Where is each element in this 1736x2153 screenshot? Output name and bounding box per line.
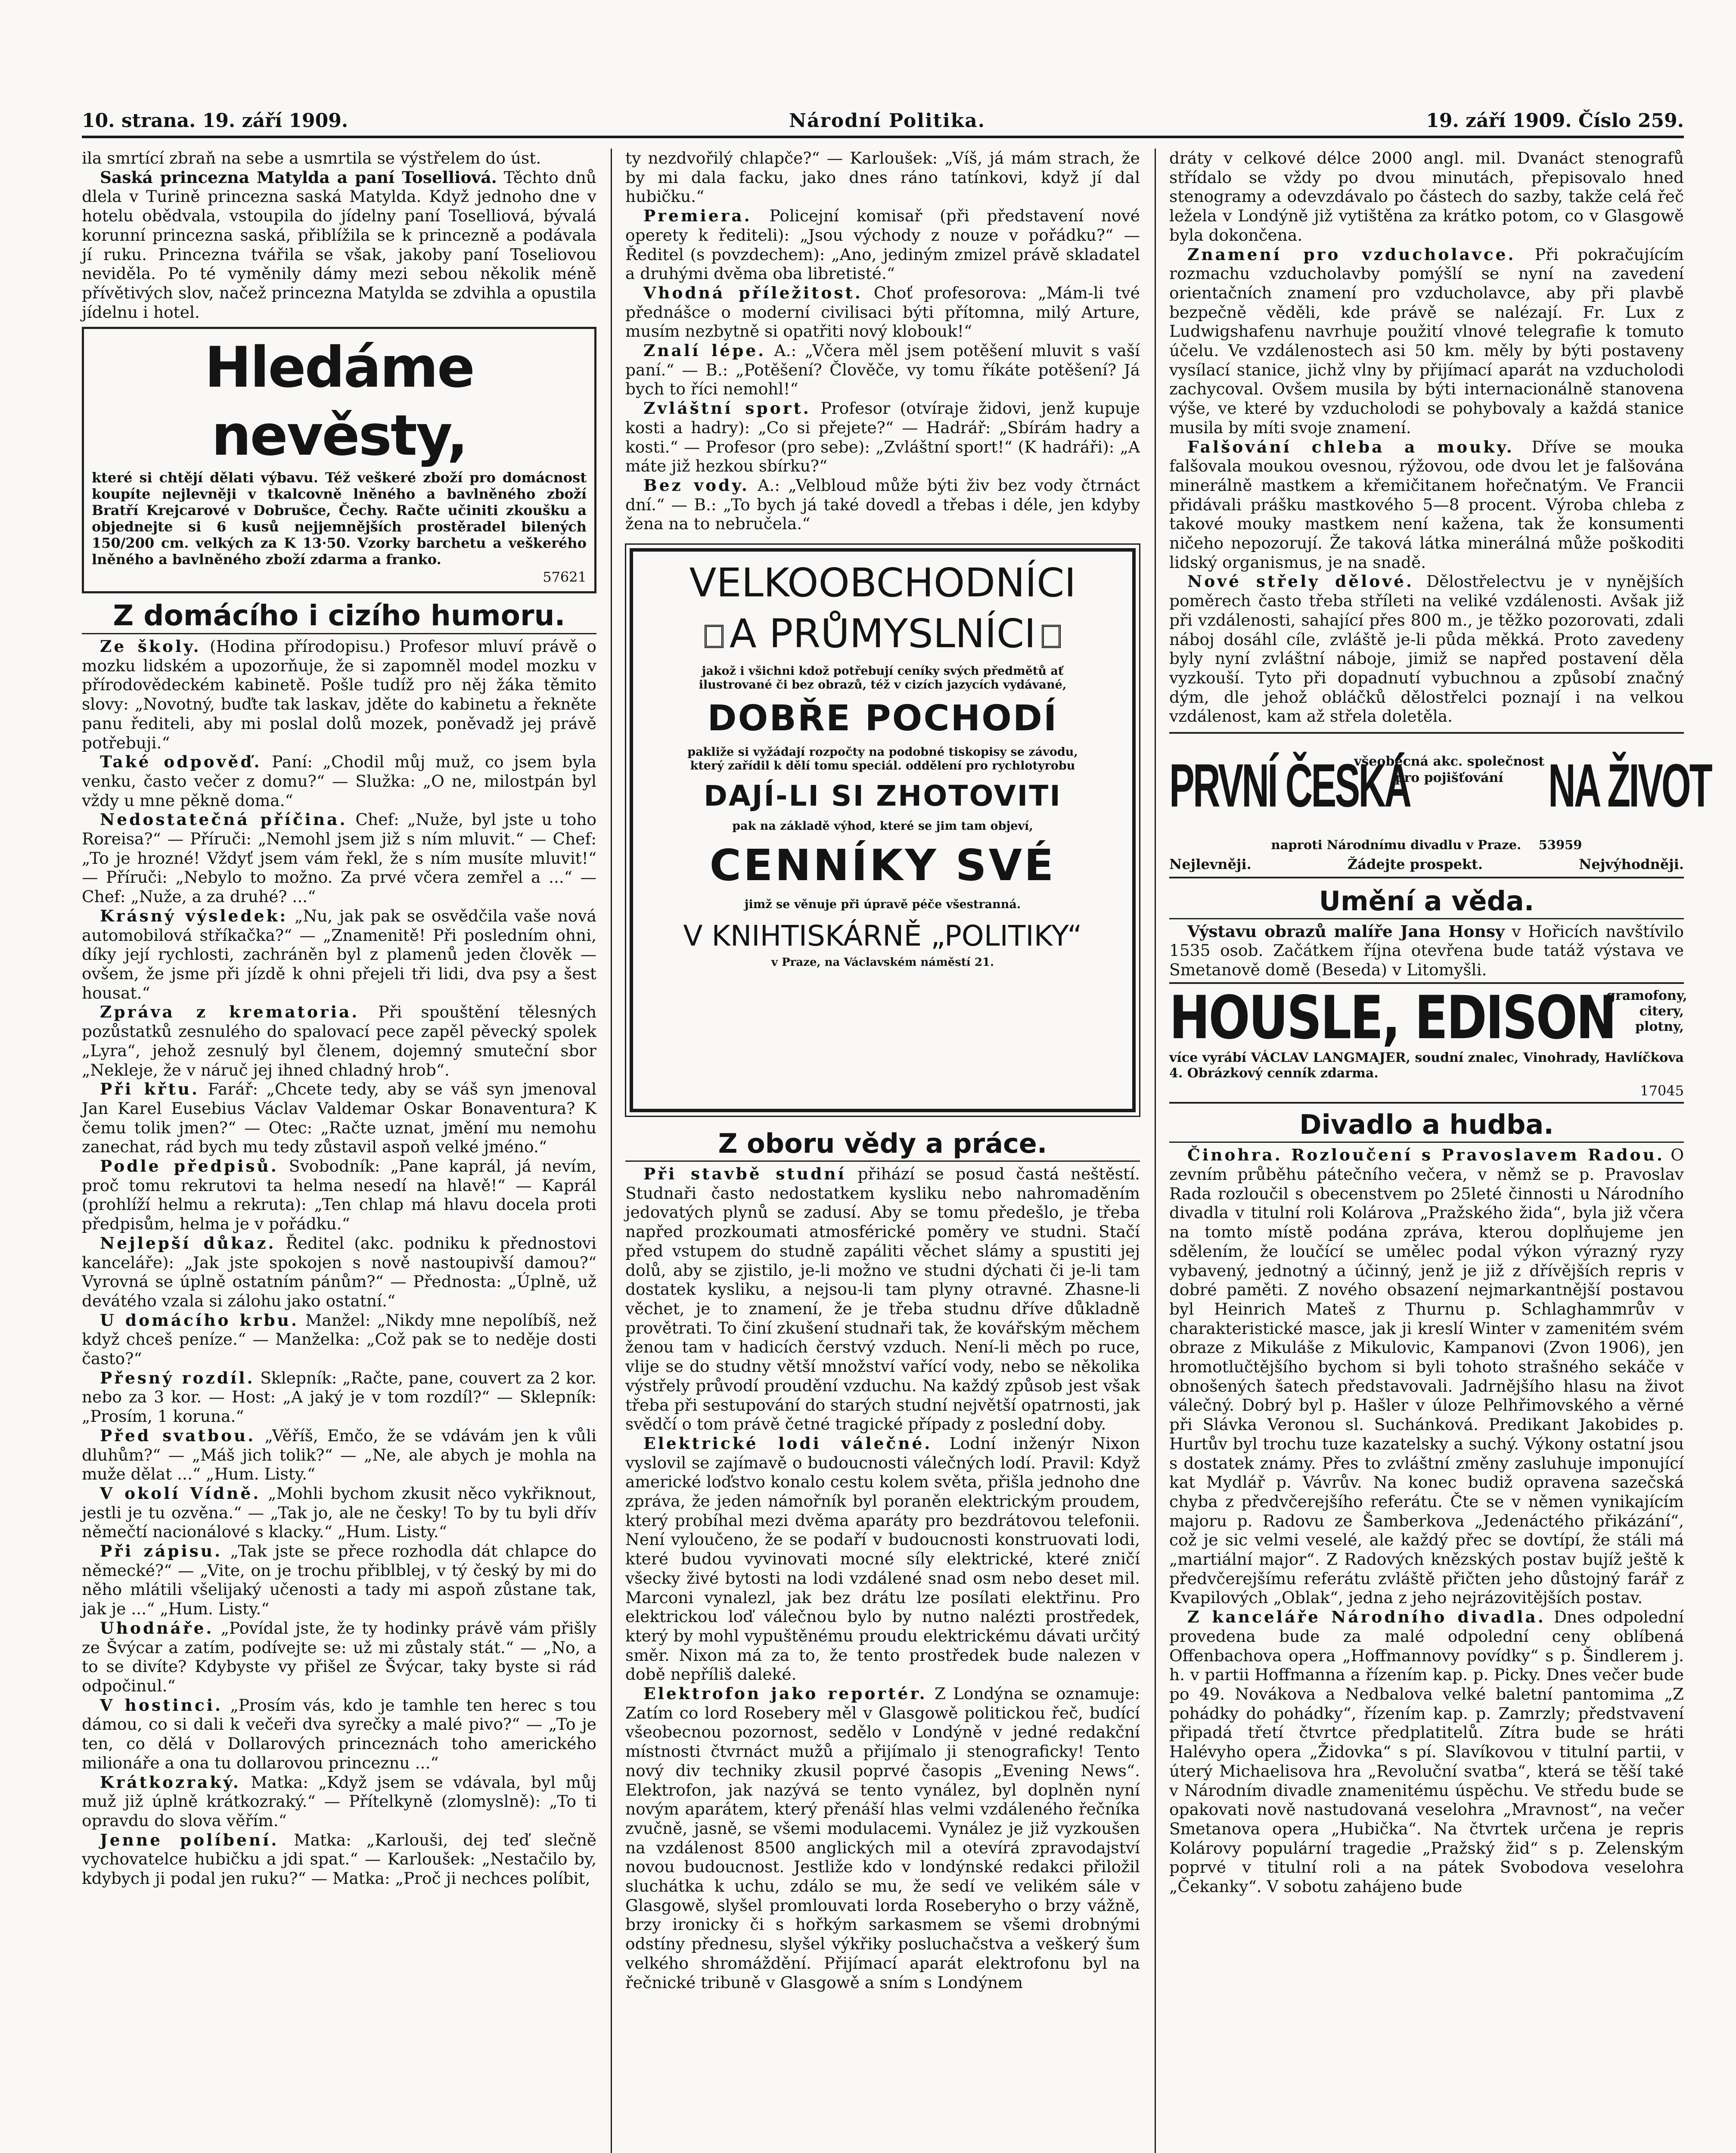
ad-text: jimž se věnuje při úpravě péče všestranná. <box>744 898 1021 912</box>
column-2 <box>625 149 1140 2153</box>
joke-item: Zvláštní sport. Profesor (otvíraje židovi, jenž kupuje kosti a hadry): „Co si přejete?“ — Hadrář: „Sbírám hadry a kosti.“ — Profesor (pro sebe): „Zvláštní sport!“ (K hadráři): „A máte již hezkou sbírku?“ <box>625 399 1140 476</box>
page-body <box>82 110 1711 2153</box>
ad-housle-items: gramofony, citery, plotny, <box>1606 988 1687 1034</box>
joke-item: V hostinci. „Prosím vás, kdo je tamhle ten herec s tou dámou, co si dali k večeři dva syrečky a malé pivo?“ — „To je ten, co dělá v Dollarových princeznách toho amerického milionáře a ona tu dollarovou princeznu ...“ <box>82 1695 596 1772</box>
section-title-humor: Z domácího i cizího humoru. <box>82 599 596 634</box>
ad-insurance-address: naproti Národnímu divadlu v Praze. 53959 <box>1271 838 1582 853</box>
column-rule <box>611 149 612 2153</box>
section-title-art: Umění a věda. <box>1169 884 1684 919</box>
science-item: Falšování chleba a mouky. Dříve se mouka falšovala moukou ovesnou, rýžovou, ode dvou let je falšována minerálně mastkem a křemičitanem hořečnatým. Ve Francii přidávali prášku mastkového 5—8 procent. Výroba chleba z takové mouky mastkem není kažena, tak že konsumenti ničeho nepozorují. Že taková látka minerálná může poškoditi lidský organismus, je na snadě. <box>1169 437 1684 572</box>
ornament-square-icon <box>705 625 724 648</box>
ad-printer-name: V KNIHTISKÁRNĚ „POLITIKY“ <box>683 919 1082 953</box>
joke-item: Premiera. Policejní komisař (při představení nové operety k řediteli): „Jsou východy z nouze v pořádku?“ — Ředitel (s povzdechem): „Ano, jediným zmizel právě skladatel a druhými dvěma oba libretisté.“ <box>625 206 1140 283</box>
science-item: Elektrické lodi válečné. Lodní inženýr Nixon vyslovil se zajímavě o budoucnosti válečných lodí. Pravil: Když americké loďstvo konalo cestu kolem světa, přišla jednoho dne zpráva, že jeden námořník byl poraněn elektrickým proudem, který probíhal mezi dvěma aparáty pro bezdrátovou telefonii. Není vyloučeno, že se podaří v budoucnosti konstruovati lodi, které budou vyvinovati mocné síly elektrické, které zničí všecky živé bytosti na lodi vzdálené snad osm nebo deset mil. Marconi vynalezl, jak bez drátu lze posílati elektřinu. Pro elektrickou loď válečnou bylo by nutno nalézti prostředek, který by mohl vypuštěnému proudu elektrickému dávati určitý směr. Nixon má za to, že tento prostředek bude nalezen v době nepříliš daleké. <box>625 1433 1140 1684</box>
joke-item: Při křtu. Farář: „Chcete tedy, aby se váš syn jmenoval Jan Karel Eusebius Václav Valdemar Oskar Bonaventura? K čemu tolik jmen?“ — Otec: „Račte uznat, jmění mu nemohu zanechat, rád bych mu tedy zůstavil aspoň velké jméno.“ <box>82 1080 596 1157</box>
science-item: Elektrofon jako reportér. Z Londýna se oznamuje: Zatím co lord Rosebery měl v Glasgowě politickou řeč, budící všeobecnou pozornost, sedělo v Londýně v jedné redakční místnosti čtvrnáct mužů a přijímalo ji stenograficky! Tento nový div techniky zkusil poprvé časopis „Evening News“. Elektrofon, jak nazývá se tento vynález, byl doplněn nyní novým aparátem, který přenáší hlas velmi vzdáleného řečníka zvučně, jasně, se všemi modulacemi. Vynález je již vyzkoušen na vzdálenost 8500 anglických mil a otevírá zpravodajství novou budoucnost. Jestliže kdo v londýnské redakci přiložil sluchátka k uchu, zdálo se mu, že sedí ve velikém sále v Glasgowě, slyšel promlouvati lorda Roseberyho o brzy vážně, brzy ironicky či s hořkým sarkasmem se všemi drobnými odstíny přednesu, slyšel výkřiky posluchačstva a veškerý šum velkého shromáždění. Přijímací aparát elektrofonu byl na řečnické tribuně v Glasgowě a sním s Londýnem <box>625 1684 1140 1992</box>
joke-item: U domácího krbu. Manžel: „Nikdy mne nepolíbíš, než když chceš peníze.“ — Manželka: „Což pak se to neděje dosti často?“ <box>82 1310 596 1368</box>
ad-text: pakliže si vyžádají rozpočty na podobné tiskopisy se závodu, který zařídil k dělí tomu speciál. oddělení pro rychlotyrobu <box>687 745 1078 773</box>
section-title-theatre: Divadlo a hudba. <box>1169 1108 1684 1143</box>
theatre-item: Činohra. Rozloučení s Pravoslavem Radou. O zevním průběhu pátečního večera, v němž se p. Pravoslav Rada rozloučil s obecenstvem po 25leté činnosti u Národního divadla v titulní roli Kolárova „Pražského žida“, byla již včera na tomto místě podána zpráva, kterou doplňujeme jen sdělením, že loučící se umělec podal výkon výrazný ryzy vybavený, jednotný a účinný, jenž je již z dřívějších repris v dobré paměti. Z nového obsazení nejmarkantnější postavou byl Heinrich Mateš z Thurnu p. Schlaghammrův v charakteristické masce, jak ji kreslí Winter v zamenitém svém obraze z Mikuláše z Mikulovic, Kampanovi (Zvon 1906), jen hromotlučtějšího bychom si byli tohoto strašného sekáče v obnošených šatech představovali. Jadrnějšího hlasu na život válečný. Dobrý byl p. Hašler v úloze Pelhřimovského a věrné při Slávka Veronou sl. Suchánková. Predikant Jakobides p. Hurtův byl trochu tuze kazatelsky a suchý. Výkony ostatní jsou s dostatek známy. Přes to zvláštní změny zasluhuje imponující kat Mydlář p. Vávrův. Na konec budiž opravena sazečská chyba z předvčerejšího referátu. Čte se v němen vynikajícím majoru p. Radovu ze Šamberkova „Jedenáctého přikázání“, což je sic velmi veselé, ale každý přec se dovtípí, že stáli má „martiální major“. Z Radových knězských postav bujíž ještě k předvčerejšímu referátu zvláště přičten jeho důstojný farář z Kvapilových „Oblak“, jedna z jeho nejrázovitějších postav. <box>1169 1145 1684 1607</box>
paragraph: ila smrtící zbraň na sebe a usmrtila se výstřelem do úst. <box>82 149 541 168</box>
ad-number: 57621 <box>543 569 587 586</box>
theatre-item: Z kanceláře Národního divadla. Dnes odpolední provedena bude za malé odpolední ceny oblíbená Offenbachova opera „Hoffmannovy povídky“ s p. Šindlerem j. h. v partii Hoffmanna a řízením kap. p. Picky. Dnes večer bude po 49. Novákova a Nedbalova velké baletní pantomima „Z pohádky do pohádky“, řízením kap. p. Zamrzly; předstvavení připadá třetí čtvrtce předplatitelů. Zítra bude se hráti Halévyho opera „Židovka“ s pí. Slavíkovou v titulní partii, v úterý Michaelisova hra „Revoluční svatba“, která se těší také v Národním divadle znamenitému úspěchu. Ve středu bude se opakovati nově nastudovaná veselohra „Mravnost“, na večer Smetanova opera „Hubička“. Na čtvrtek určena je repris Kolárovy populární tragedie „Pražský žid“ s p. Zelenským poprvé v titulní roli a na pátek Svobodova veselohra „Čekanky“. V sobotu zahájeno bude <box>1169 1607 1684 1896</box>
running-head <box>82 110 1684 138</box>
advertisement-housle <box>1169 982 1687 1104</box>
ad-headline-1: VELKOOBCHODNÍCI <box>689 560 1076 606</box>
news-item: Saská princezna Matylda a paní Toselliová. Těchto dnů dlela v Turině princezna saská Matylda. Když jednoho dne v hotelu obědvala, vstoupila do jídelny paní Toselliová, bývalá korunní princezna saská, přiblížila se k princezně a podávala jí ruku. Princezna tvářila se však, jakoby paní Toseliovou neviděla. Po té vyměnily dámy mezi sebou několik méně přívětivých slov, načež princezna Matylda se zdvihla a opustila jídelnu i hotel. <box>82 168 597 322</box>
ornament-square-icon <box>1042 625 1061 648</box>
issue-date-number: 19. září 1909. Číslo 259. <box>1426 110 1684 132</box>
column-1 <box>82 149 596 2153</box>
advertisement-krejcar <box>82 327 596 593</box>
joke-item: Také odpověď. Paní: „Chodil můj muž, co jsem byla venku, často večer z domu?“ — Služka: „O ne, milostpán byl vždy u mne pěkně doma.“ <box>82 752 596 810</box>
joke-item: Nejlepší důkaz. Ředitel (akc. podniku k přednostovi kanceláře): „Jak jste spokojen s nově nastoupivší damou?“ Vyrovná se úplně ostatním pánům?“ — Přednosta: „Úplně, už devátého vzala si zálohu jako ostatní.“ <box>82 1233 596 1310</box>
joke-item: V okolí Vídně. „Mohli bychom zkusit něco vykřiknout, jestli je tu ozvěna.“ — „Tak jo, ale ne česky! To by tu byli dřív němečtí nacionálové s klacky.“ „Hum. Listy.“ <box>82 1483 596 1542</box>
page-number-date: 10. strana. 19. září 1909. <box>82 110 348 132</box>
ad-insurance-footer: Nejlevněji. Žádejte prospekt. Nejvýhodněji. <box>1169 856 1684 872</box>
science-item: Znamení pro vzducholavce. Při pokračujícím rozmachu vzducholavby pomýšlí se nyní na zavedení orientačních znamení pro vzducholavce, aby při plavbě bezpečně věděli, kde právě se nalézají. Fr. Lux z Ludwigshafenu navrhuje použití vlnové telegrafie k tomuto účelu. Ve vzdálenostech asi 50 km. měly by býti postaveny vysílací stanice, jichž vlny by přijímací aparát na vzducholodi zachycoval. Ovšem musila by býti internacionálně stanovena výše, ve které by vzducholodi se pohybovaly a každá stanice musila by míti svoje znamení. <box>1169 245 1684 437</box>
ad-insurance-name-left: PRVNÍ ČESKÁ <box>1169 751 1410 820</box>
ad-insurance-name-right: NA ŽIVOT <box>1548 751 1711 820</box>
ad-headline: Hledáme nevěsty, <box>205 335 474 468</box>
joke-item: Znalí lépe. A.: „Včera měl jsem potěšení mluvit s vaší paní.“ — B.: „Potěšení? Člověče, vy tomu říkáte potěšení? Já bych to říci nemohl!“ <box>625 341 1140 399</box>
advertisement-insurance <box>1169 732 1711 878</box>
masthead-title: Národní Politika. <box>789 110 986 132</box>
joke-item: Ze školy. (Hodina přírodopisu.) Profesor mluví právě o mozku lidském a upozorňuje, že si zapomněl model mozku v přírodovědeckém kabinetě. Pošle tudíž pro něj žáka těmito slovy: „Novotný, buďte tak laskav, jděte do kabinetu a řekněte panu řediteli, aby mi poslal dolů mozek, poněvadž jej právě potřebuji.“ <box>82 637 597 752</box>
ad-address: v Praze, na Václavském náměstí 21. <box>771 956 994 969</box>
joke-item: Přesný rozdíl. Sklepník: „Račte, pane, couvert za 2 kor. nebo za 3 kor. — Host: „A jaký je v tom rozdíl?“ — Sklepník: „Prosím, 1 koruna.“ <box>82 1368 596 1426</box>
paragraph: dráty v celkové délce 2000 angl. mil. Dvanáct stenografů střídalo se vždy po dvou minutách, přepisovalo hned stenogramy a odevzdávalo po částech do sazby, takže celá řeč ležela v Londýně již vytištěna za krátko potom, co v Glasgowě byla dokončena. <box>1169 149 1684 245</box>
joke-item: Podle předpisů. Svobodník: „Pane kaprál, já nevím, proč tomu rekrutovi ta helma nesedí na hlavě!“ — Kaprál (prohlíží helmu a rekruta): „Ten chlap má hlavu docela proti předpisům, helma je v pořádku.“ <box>82 1157 596 1234</box>
ad-slogan: CENNÍKY SVÉ <box>709 840 1056 891</box>
section-title-science: Z oboru vědy a práce. <box>625 1127 1140 1162</box>
science-item: Při stavbě studní přihází se posud častá neštěstí. Studnaři často nedostatkem kysliku nebo nahromaděním jedovatých plynů se zadusí. Aby se tomu předešlo, je třeba napřed prozkoumati atmosférické poměry ve studni. Stačí před vstupem do studně zapáliti věchet slámy a spustiti jej dolů, aby se zjistilo, je-li možno ve studni dýchati či je-li tam dostatek kysliku, a nejsou-li tam plyny otravné. Zhasne-li věchet, je to znamení, že je třeba studnu dříve důkladně provětrati. To činí zkušení studnaři tak, že kovářským měchem ženou tam v hadicích čerstvý vzduch. Není-li měch po ruce, vlije se do studny větší množství vařící vody, nebo se několika výstřely průvodí proudění vzduchu. Na každý způsob jest však třeba při sestupování do starých studní největší opatrnosti, jak svědčí o tom právě četné tragické případy z poslední doby. <box>625 1164 1140 1434</box>
ad-text: které si chtějí dělati výbavu. Též veškeré zboží pro domácnost koupíte nejlevněji v tkalcovně lněného a bavlněného zboží Bratří Krejcarové v Dobrušce, Čechy. Račte učiniti zkoušku a objednejte si 6 kusů nejjemnějších prostěradel bilených 150/200 cm. velkých za K 13·50. Vzorky barchetu a veškerého lněného a bavlněného zboží zdarma a franko. <box>92 469 587 568</box>
ad-insurance-description: všeobecná akc. společnost pro pojišťování <box>1354 754 1545 786</box>
joke-item: Jenne políbení. Matka: „Karlouši, dej teď slečně vychovatelce hubičku a jdi spat.“ — Karloušek: „Nestačilo by, kdybych ji podal jen ruku?“ — Matka: „Proč ji nechces políbit, <box>82 1830 596 1888</box>
ad-number: 17045 <box>1640 1082 1684 1099</box>
joke-item: Nedostatečná příčina. Chef: „Nuže, byl jste u toho Roreisa?“ — Příruči: „Nemohl jsem již s ním mluvit.“ — Chef: „To je hrozné! Vždyť jsem vám řekl, že s ním musíte mluvit!“ — Příruči: „Nebylo to možno. Za prvé včera zemřel a ...“ — Chef: „Nuže, a za druhé? ...“ <box>82 810 597 906</box>
ad-text: jakož i všichni kdož potřebují ceníky svých předmětů ať ilustrované či bez obrazů, též v cizích jazycích vydávané, <box>699 664 1067 692</box>
joke-item: Krátkozraký. Matka: „Když jsem se vdávala, byl můj muž již úplně krátkozraký.“ — Přítelkyně (zlomyslně): „To ti opravdu do slova věřím.“ <box>82 1772 596 1830</box>
ad-headline-2: A PRŮMYSLNÍCI <box>641 608 1124 659</box>
ad-text: pak na základě výhod, které se jim tam objeví, <box>732 819 1033 833</box>
ad-housle-title: HOUSLE, EDISON <box>1169 983 1615 1052</box>
joke-item: Vhodná příležitost. Choť profesorova: „Mám-li tvé přednášce o moderní civilisaci býti přítomna, milý Arture, musím nezbytně si opatřiti nový klobouk!“ <box>625 283 1140 341</box>
column-3 <box>1169 149 1711 2153</box>
joke-item: Zpráva z krematoria. Při spouštění tělesných pozůstatků zesnulého do spalovací pece zapěl pěvecký spolek „Lyra“, jehož zesnulý byl členem, dojemný smuteční sbor „Nekleje, že v náruč jej ihned chladný hrob“. <box>82 1002 596 1080</box>
paragraph: ty nezdvořilý chlapče?“ — Karloušek: „Víš, já mám strach, že by mi dala facku, jako dnes ráno tatínkovi, když jí dal hubičku.“ <box>625 149 1140 206</box>
joke-item: Při zápisu. „Tak jste se přece rozhodla dát chlapce do německé?“ — „Vite, on je trochu přiblblej, v tý český by mi do něho mlátili všelijaký učenosti a tady mi aspoň zůstane tak, jak je ...“ „Hum. Listy.“ <box>82 1542 596 1619</box>
ad-housle-text: více vyrábí VÁCLAV LANGMAJER, soudní znalec, Vinohrady, Havlíčkova 4. Obrázkový cenník zdarma. <box>1169 1050 1684 1081</box>
advertisement-politika-printing <box>630 548 1136 1112</box>
ad-slogan: DOBŘE POCHODÍ <box>707 698 1058 739</box>
column-rule <box>1155 149 1156 2153</box>
joke-item: Krásný výsledek: „Nu, jak pak se osvědčila vaše nová automobilová stříkačka?“ — „Znamenitě! Při posledním ohni, díky její rychlosti, zachráněn byl z plamenů jeden člověk — ovšem, že jsme při jízdě k ohni přejeli tři lidi, dva psy a šest housat.“ <box>82 906 596 1002</box>
joke-item: Před svatbou. „Věříš, Emčo, že se vdávám jen k vůli dluhům?“ — „Máš jich tolik?“ — „Ne, ale abych je mohla na muže dělat ...“ „Hum. Listy.“ <box>82 1426 596 1484</box>
art-item: Výstavu obrazů malíře Jana Honsy v Hořicích navštívilo 1535 osob. Začátkem října otevřena bude tatáž výstava ve Smetanově domě (Beseda) v Litomyšli. <box>1169 921 1684 979</box>
joke-item: Uhodnáře. „Povídal jste, že ty hodinky právě vám přišly ze Švýcar a zatím, podívejte se: už mi zůstaly stát.“ — „No, a to se divíte? Kdybyste vy přišel ze Švýcar, taky byste si rád odpočinul.“ <box>82 1618 596 1695</box>
science-item: Nové střely dělové. Dělostřelectvu je v nynějších poměrech často třeba stříleti na veliké vzdálenosti. Avšak již při vzdálenosti, sahající přes 800 m., je těžko pozorovati, zdali náboj dosáhl cíle, zvláště je-li půda měkká. Proto zavedeny byly nyní zvláštní náboje, jimiž se napřed postavení děla vyzkouší. Tyto při dopadnutí vybuchnou a způsobí značný dým, dle jehož obláčků dělostřelci poznají i na velkou vzdálenost, kam až střela doletěla. <box>1169 572 1684 726</box>
joke-item: Bez vody. A.: „Velbloud může býti živ bez vody čtrnáct dní.“ — B.: „To bych já také dovedl a třebas i déle, jen kdyby žena na to nebručela.“ <box>625 475 1140 534</box>
ad-slogan: DAJÍ-LI SI ZHOTOVITI <box>704 779 1062 813</box>
